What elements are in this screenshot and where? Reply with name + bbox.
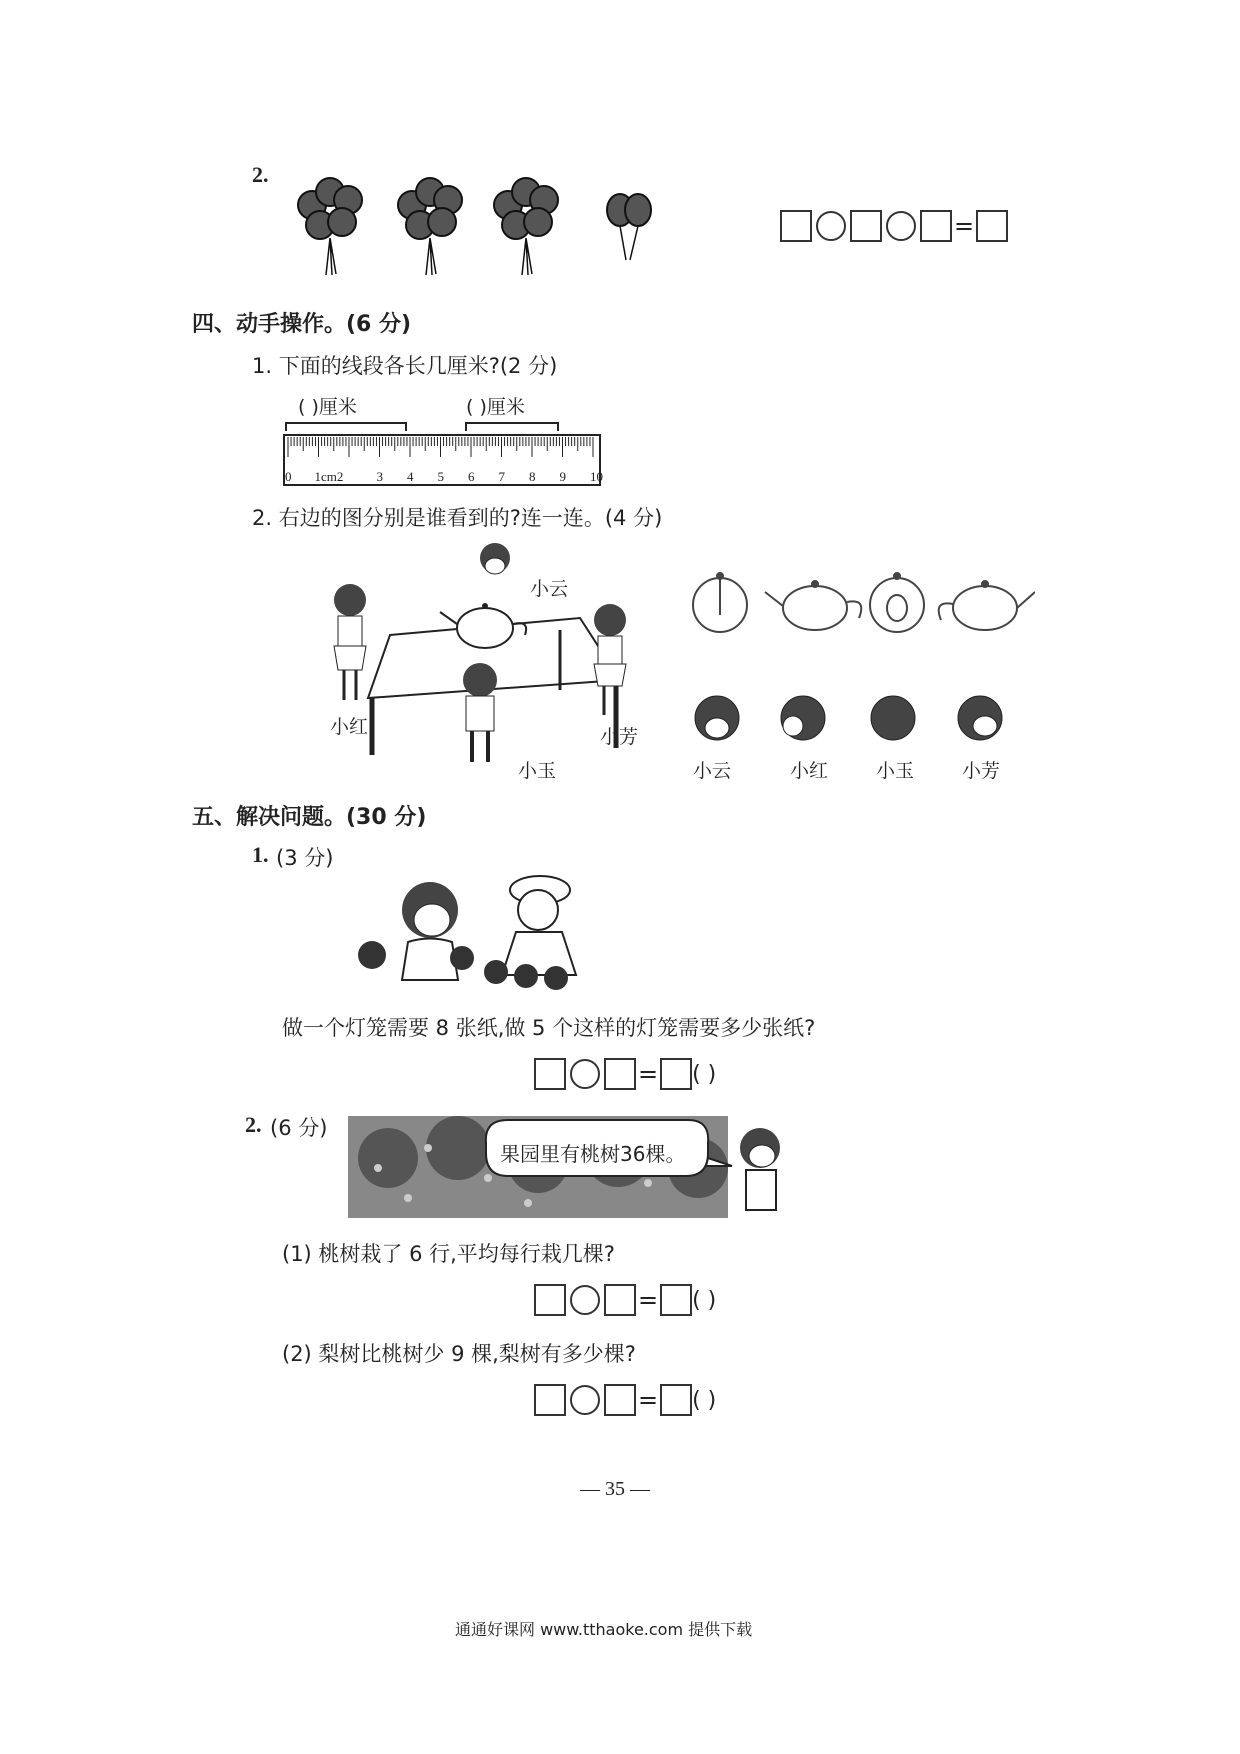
ruler-label: 3 (376, 469, 383, 484)
children-faces (685, 690, 1035, 750)
ruler-label: 0 (285, 469, 292, 484)
length-blank: ( )厘米 (298, 396, 357, 418)
ruler-label: 1cm2 (314, 469, 344, 484)
answer-box[interactable] (660, 1284, 692, 1316)
answer-box[interactable] (850, 210, 882, 242)
answer-box[interactable] (534, 1058, 566, 1090)
ruler-label: 5 (437, 469, 444, 484)
footer-credit: 通通好课网 www.tthaoke.com 提供下载 (455, 1620, 753, 1639)
unit-blank[interactable]: ( ) (692, 1387, 717, 1413)
ruler-label: 8 (529, 469, 536, 484)
question-number: 2. (252, 162, 269, 187)
question-text: 2. 右边的图分别是谁看到的?连一连。(4 分) (252, 506, 663, 530)
operator-circle[interactable] (570, 1059, 600, 1089)
answer-box[interactable] (660, 1384, 692, 1416)
operator-circle[interactable] (886, 211, 916, 241)
operator-circle[interactable] (816, 211, 846, 241)
equation-template (534, 1058, 716, 1090)
question-text: 做一个灯笼需要 8 张纸,做 5 个这样的灯笼需要多少张纸? (282, 1016, 816, 1040)
ruler-label: 10 (590, 469, 603, 484)
children-making-lanterns-illustration (350, 860, 590, 995)
equals-sign: = (638, 1386, 659, 1414)
child-name-label: 小芳 (600, 726, 639, 748)
answer-box[interactable] (534, 1384, 566, 1416)
question-text: 1. 下面的线段各长几厘米?(2 分) (252, 354, 558, 378)
question-number: 2. (245, 1112, 262, 1137)
answer-box[interactable] (660, 1058, 692, 1090)
operator-circle[interactable] (570, 1285, 600, 1315)
question-score: (6 分) (270, 1116, 328, 1140)
face-name-label: 小云 (693, 760, 732, 782)
answer-box[interactable] (780, 210, 812, 242)
table-scene-illustration (320, 540, 650, 790)
answer-box[interactable] (976, 210, 1008, 242)
ruler-label: 4 (407, 469, 414, 484)
section-five-title: 五、解决问题。(30 分) (192, 805, 427, 830)
ruler-label: 6 (468, 469, 475, 484)
section-four-title: 四、动手操作。(6 分) (192, 312, 412, 337)
unit-blank[interactable]: ( ) (692, 1287, 717, 1313)
answer-box[interactable] (534, 1284, 566, 1316)
ruler-label: 7 (498, 469, 505, 484)
sub-question-text: (1) 桃树栽了 6 行,平均每行栽几棵? (282, 1242, 615, 1266)
answer-box[interactable] (604, 1058, 636, 1090)
ruler-diagram (282, 415, 612, 490)
sub-question-text: (2) 梨树比桃树少 9 棵,梨树有多少棵? (282, 1342, 636, 1366)
equals-sign: = (638, 1286, 659, 1314)
equals-sign: = (954, 212, 975, 240)
operator-circle[interactable] (570, 1385, 600, 1415)
equation-template (534, 1384, 716, 1416)
answer-box[interactable] (604, 1384, 636, 1416)
equation-template (534, 1284, 716, 1316)
length-blank: ( )厘米 (466, 396, 525, 418)
unit-blank[interactable]: ( ) (692, 1061, 717, 1087)
question-score: (3 分) (276, 846, 334, 870)
face-name-label: 小芳 (962, 760, 1001, 782)
child-name-label: 小云 (530, 578, 569, 600)
answer-box[interactable] (604, 1284, 636, 1316)
speech-bubble-text: 果园里有桃树36棵。 (500, 1142, 686, 1166)
page-number: — 35 — (580, 1478, 650, 1500)
equation-template (780, 210, 1008, 242)
face-name-label: 小玉 (876, 760, 915, 782)
face-name-label: 小红 (790, 760, 829, 782)
answer-box[interactable] (920, 210, 952, 242)
ruler-label: 9 (559, 469, 566, 484)
balloons-illustration (290, 170, 690, 280)
teapot-views[interactable] (685, 570, 1035, 640)
child-name-label: 小红 (330, 716, 369, 738)
question-number: 1. (252, 842, 269, 867)
equals-sign: = (638, 1060, 659, 1088)
child-name-label: 小玉 (518, 760, 557, 782)
